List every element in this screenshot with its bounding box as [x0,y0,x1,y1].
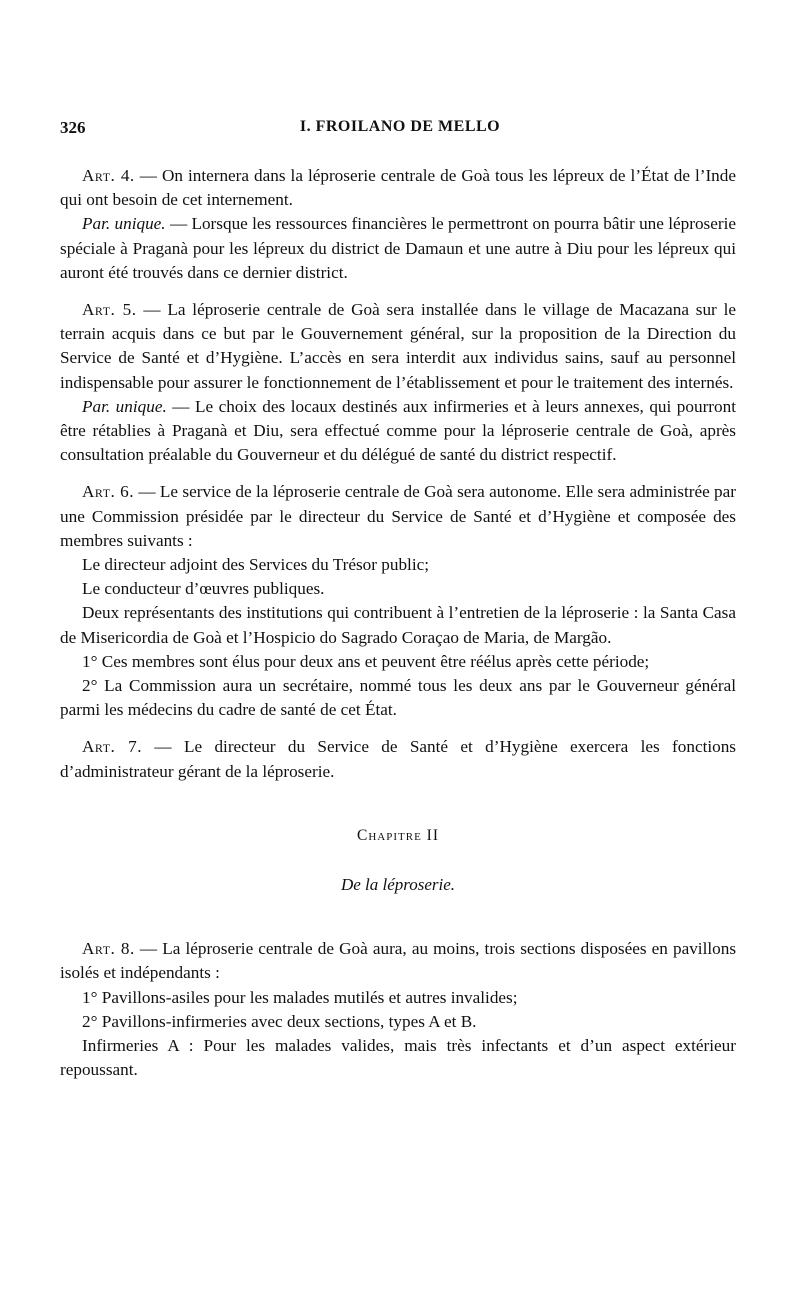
article-6 [60,480,736,553]
article-text: — Le service de la léproserie centrale de Goà sera autonome. Elle sera administrée par une Commission présidée par le directeur du Service de Santé et d’Hygiène et composée des membres suivants : [60,482,736,550]
article-item: 2° Pavillons-infirmeries avec deux sections, types A et B. [82,1011,477,1031]
commission-member: Le directeur adjoint des Services du Trésor public; [82,555,430,575]
chapter-subtitle: De la léproserie. [340,875,456,895]
running-title: I. FROILANO DE MELLO [299,118,501,135]
article-label: Art. 6. [82,482,135,502]
article-4 [60,164,736,212]
article-item: 1° Pavillons-asiles pour les malades mutilés et autres invalides; [82,987,518,1007]
article-label: Art. 8. [82,939,135,959]
article-5 [60,298,736,395]
article-text: — Le directeur du Service de Santé et d’Hygiène exercera les fonctions d’administrateur gérant de la léproserie. [60,737,736,781]
paragraph-text: — Le choix des locaux destinés aux infirmeries et à leurs annexes, qui pourront être rétablies à Praganà et Diu, sera effectué comme pour la léproserie centrale de Goà, après consultation préalable du Gouverneur et du délégué de santé du district respectif. [60,396,736,465]
article-7 [60,735,736,783]
paragraph-label: Par. unique. [82,214,166,234]
article-clause: 1° Ces membres sont élus pour deux ans et peuvent être réélus après cette période; [82,651,650,671]
article-label: Art. 7. [82,737,143,757]
article-4-paragraph [60,212,736,285]
article-text: — On internera dans la léproserie centrale de Goà tous les lépreux de l’État de l’Inde qui ont besoin de cet internement. [60,166,736,210]
paragraph-label: Par. unique. [82,396,167,416]
page-number: 326 [60,118,86,137]
article-label: Art. 5. [82,300,137,320]
article-clause: 2° La Commission aura un secrétaire, nommé tous les deux ans par le Gouverneur général parmi les médecins du cadre de santé de cet État. [60,676,736,720]
article-item: Infirmeries A : Pour les malades valides, mais très infectants et d’un aspect extérieur repoussant. [60,1036,736,1080]
article-5-paragraph [60,395,736,468]
commission-member: Le conducteur d’œuvres publiques. [82,579,325,599]
article-8 [60,937,736,985]
commission-member: Deux représentants des institutions qui contribuent à l’entretien de la léproserie : la Santa Casa de Misericordia de Goà et l’Hospicio do Sagrado Coraçao de Maria, de Margão. [60,603,736,647]
chapter-title: Chapitre II [357,826,439,844]
paragraph-text: — Lorsque les ressources financières le permettront on pourra bâtir une léproserie spéciale à Praganà pour les lépreux du district de Damaun et une autre à Diu pour les lépreux qui auront été trouvés dans ce dernier district. [60,214,736,282]
page-body [60,164,736,1083]
article-label: Art. 4. [82,166,135,185]
article-text: — La léproserie centrale de Goà sera installée dans le village de Macazana sur le terrain acquis dans ce but par le Gouvernement général, sur la proposition de la Direction du Service de Santé et d’Hygiène. L’accès en sera interdit aux individus sains, sauf au personnel indispensable pour assurer le fonctionnement de l’établissement et pour le traitement des internés. [60,300,736,392]
article-text: — La léproserie centrale de Goà aura, au moins, trois sections disposées en pavillons isolés et indépendants : [60,939,737,983]
page-header [60,118,740,142]
